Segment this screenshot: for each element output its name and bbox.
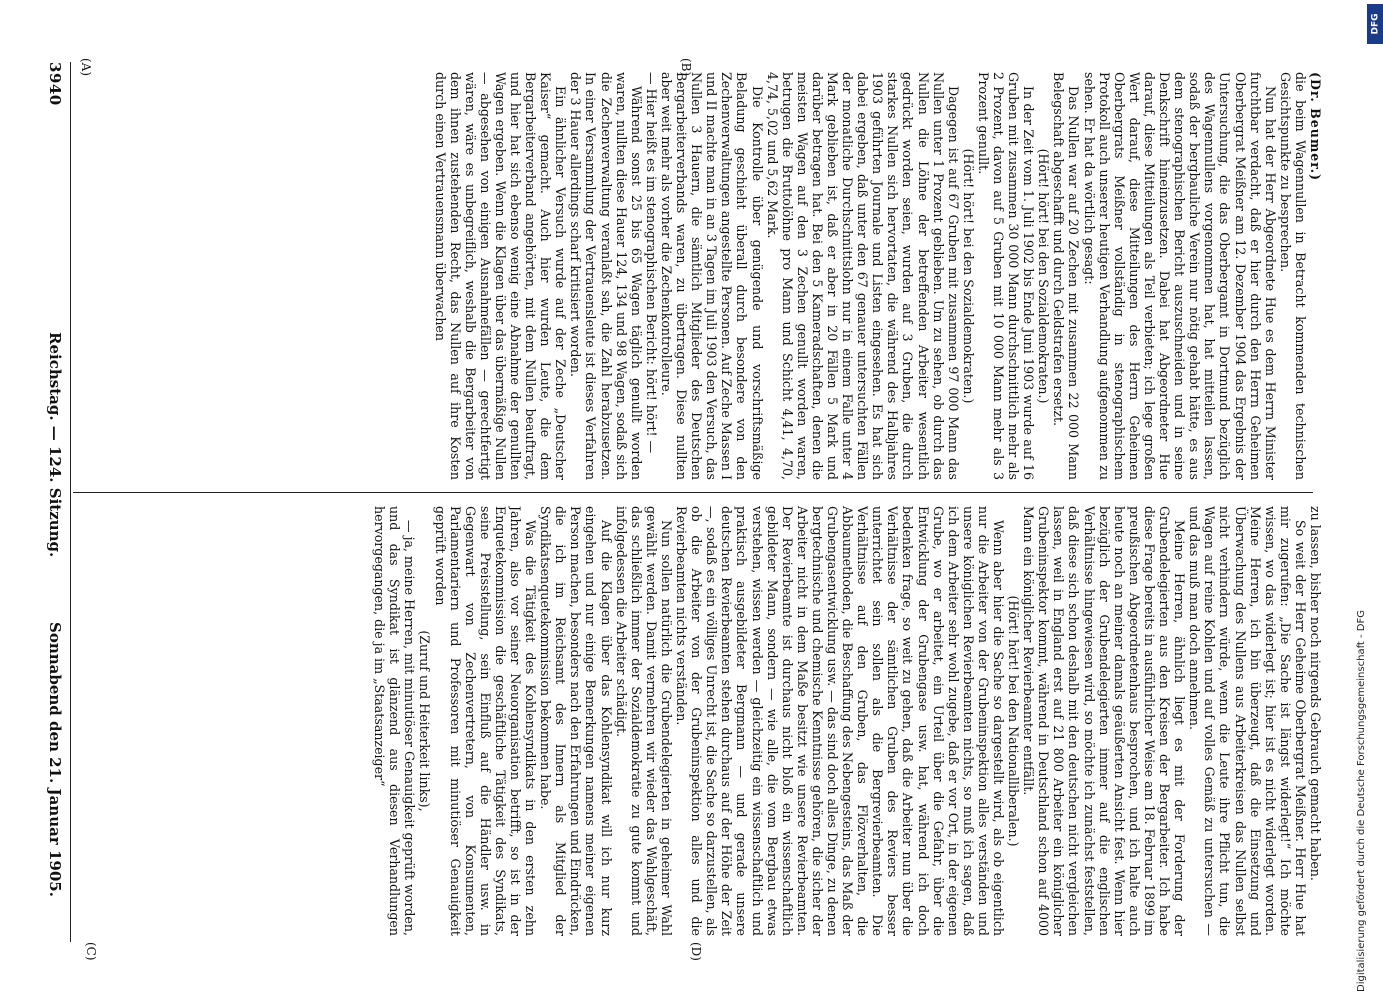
session-date: Sonnabend den 21. Januar 1905. [46,622,64,897]
left-interjection: — Hier heißt es im stenographischen Bericht: hört! hört! — [643,72,659,454]
right-paragraph: Wenn aber hier die Sache so dargestellt wird, als ob eigentlich nur die Arbeiter von der Grubeninspektion alles verständen und unsere königlichen Revierbeamten nichts, so muß ich sagen, daß ich dem Arbeiter sehr wohl zugebe, daß er vor Ort, in der eigenen Grube, wo er arbeitet, ein Urteil über die Gefahr, über die Entwicklung der Grubengase usw. hat, während ich doch bedenken frage, so weit zu gehen, daß die Arbeiter nun über die Verhältnisse der sämtlichen Gruben des Reviers besser unterrichtet sein sollen als die Bergrevierbeamten. Die Verhältnisse auf den Gruben, das Flözverhalten, die Abbaumethoden, die Beschaffung des Nebengesteins, das Maß der Grubengasentwicklung usw. — das sind doch alles Dinge, zu denen bergtechnische und chemische Kenntnisse gehören, die sicher der Arbeiter nicht in dem Maße besitzt wie unsere Revierbeamten. Der Revierbeamte ist durchaus nicht bloß ein wissenschaftlich gebildeter Mann, sondern — wie alle, die vom Bergbau etwas verstehen, wissen werden — gleichzeitig ein wissenschaftlich und praktisch ausgebildeter Bergmann — und gerade unsere deutschen Revierbeamten stehen durchaus auf der Höhe der Zeit —, sodaß es ein völliges Unrecht ist, die Sache so darzustellen, als ob die Arbeiter von der Grubeninspektion alles und die Revierbeamten nichts verständen. [674,506,1007,936]
right-interjection: (Hört! hört! bei den Nationalliberalen.) [1006,595,1022,847]
left-paragraph: Ein ähnlicher Versuch wurde auf der Zeche „Deutscher Kaiser“ gemacht. Auch hier wurden Leute, die dem Bergarbeiterverband angehörten, mit dem Nullen beauftragt, und hier hat sich ebenso wenig eine Abnahme der genullten Wagen ergeben. Wenn die Klagen über das übermäßige Nullen — abgesehen von einigen Ausnahmefällen — gerechtfertigt wären, wäre es unbegreiflich, weshalb die Bergarbeiter von dem ihnen zustehenden Recht, das Nullen auf ihre Kosten durch einen Vertrauensmann überwachen [432,72,569,480]
running-header [42,62,66,942]
left-paragraph: Nun hat der Herr Abgeordnete Hue es dem Herrn Minister furchtbar verdacht, daß er hier durch den Herrn Geheimen Oberbergrat Meißner am 12. Dezember 1904 das Ergebnis der Untersuchung, die das Oberbergamt in Dortmund bezüglich des Wagennullens vorgenommen hat, hat mitteilen lassen, sodaß der bergbauliche Verein nur nötig gehabt hätte, es aus dem stenographischen Bericht auszuschneiden und in seine Denkschrift hineinzusetzen. Dabei hat Abgeordneter Hue darauf, diese Mitteilungen als Teil verbieten; ich lege großen Wert darauf, diese Mitteilungen des Herrn Geheimen Oberbergrats Meißner vollständig in stenographischem Protokoll auch unserer heutigen Verhandlung aufgenommen zu sehen. Er hat da wörtlich gesagt: [1081,72,1278,480]
section-marker-a: (A) [79,58,93,77]
right-paragraph: zu lassen, bisher noch nirgends Gebrauch gemacht haben. [1308,506,1323,881]
right-paragraph: Meine Herren, ähnlich liegt es mit der Forderung der Grubendelegierten aus den Kreisen der Bergarbeiter. Ich habe diese Frage bereits in ausführlicher Weise am 18. Februar 1899 im preußischen Abgeordnetenhaus besprochen, und ich halte auch heute noch an meiner damals geäußerten Ansicht fest. Wenn hier bezüglich der Grubendelegierten immer auf die englischen Verhältnisse hingewiesen wird, so möchte ich zunächst feststellen, daß diese sich schon deshalb mit den deutschen nicht vergleichen lassen, weil in England erst auf 21 800 Arbeiter ein königlicher Grubeninspektor kommt, während in Deutschland schon auf 4000 Mann ein königlicher Revierbeamter entfällt. [1021,506,1188,936]
left-paragraph: Während sonst 25 bis 65 Wagen täglich genullt worden waren, nullten diese Hauer 124, 134 und 98 Wagen, sodaß sich die Zechenverwaltung veranlaßt sah, die Zahl herabzusetzen. In einer Versammlung der Vertrauensleute ist dieses Verfahren der 3 Hauer allerdings scharf kritisiert worden. [568,72,644,480]
dfg-logo: DFG [1367,4,1383,44]
section-marker-b: (B) [679,58,693,77]
speaker-tag: (Dr. Beumer.) [1308,72,1323,182]
left-column [78,72,1323,480]
digitization-watermark: Digitalisierung gefördert durch die Deutsche Forschungsgemeinschaft - DFG [1356,609,1367,992]
left-interjection: (Hört! hört! bei den Sozialdemokraten.) [960,148,976,404]
section-marker-d: (D) [689,942,703,961]
left-paragraph: Die Kontrolle über genügende und vorschriftsmäßige Beladung geschieht überall durch besondere von den Zechenverwaltungen angestellte Personen. Auf Zeche Massen I und II machte man in an 3 Tagen im Juli 1903 den Versuch, das Nullen 3 Hauern, die sämtlich Mitglieder des Deutschen Bergarbeiterverbands waren, zu übertragen. Diese nullten aber weit mehr als vorher die Zechenkontrolleure. [658,72,765,480]
page-number: 3940 [46,62,64,106]
right-paragraph: Nun sollen natürlich die Grubendelegierten in geheimer Wahl gewählt werden. Damit vermehren wir wieder das Wahlgeschäft, das schließlich immer der Sozialdemokratie zu gute kommt und infolgedessen die Arbeiter schädigt. [613,506,674,936]
left-paragraph: Dagegen ist auf 67 Gruben mit zusammen 97 000 Mann das Nullen unter 1 Prozent geblieben. Um zu sehen, ob durch das Nullen die Löhne der betreffenden Arbeiter wesentlich gedrückt worden seien, wurden auf 3 Gruben, die durch starkes Nullen sich hervortaten, die während des Halbjahres 1903 geführten Journale und Listen eingesehen. Es hat sich dabei ergeben, daß unter den 67 genauer untersuchten Fällen der monatliche Durchschnittslohn nur in einem Falle unter 4 Mark geblieben ist, daß er aber in 20 Fällen 5 Mark und darüber betragen hat. Bei den 5 Kameradschaften, denen die meisten Wagen auf den 3 Zechen genullt worden waren, betrugen die Bruttolöhne pro Mann und Schicht 4,41, 4,70, 4,74, 5,02 und 5,62 Mark. [764,72,961,480]
right-paragraph: Was die Tätigkeit des Kohlensyndikats in den ersten zehn Jahren, also vor seiner Neuorganisation betrifft, so ist in der Enquetekommission die geschäftliche Tätigkeit des Syndikats, seine Preisstellung, sein Einfluß auf die Händler usw. in Gegenwart von Zechenvertretern, von Konsumenten, Parlamentariern und Professoren mit minutiöser Genauigkeit geprüft worden [432,506,539,936]
right-column [78,506,1323,936]
section-marker-c: (C) [84,942,98,961]
right-interjection: (Zuruf und Heiterkeit links), [417,630,433,812]
left-paragraph: Das Nullen war auf 20 Zechen mit zusammen 22 000 Mann Belegschaft abgeschafft und durch Geldstrafen ersetzt. [1051,72,1082,480]
session-title: Reichstag. — 124. Sitzung. [46,332,64,558]
right-paragraph: Auf die Klagen über das Kohlensyndikat will ich nur kurz eingehen und nur einige Bemerkungen namens meiner eigenen Person machen, besonders nach den Erfahrungen und Eindrücken, die ich im Reichsamt des Innern als Mitglied der Syndikatsenquetekommission bekommen habe. [538,506,614,936]
right-paragraph: So weit der Herr Geheime Oberbergrat Meißner. Herr Hue hat mir zugerufen: „Die Sache ist längst widerlegt!“ Ich möchte wissen, wo das widerlegt ist; hier ist es nicht widerlegt worden. Meine Herren, ich bin überzeugt, daß die Einsetzung und Überwachung des Nullens aus Arbeiterkreisen das Nullen selbst nicht verhindern würde, wenn die Leute ihre Pflicht tun, die Wagen auf reine Kohlen und auf volles Gemäß zu untersuchen — und das muß man doch annehmen. [1187,506,1308,936]
left-interjection: (Hört! hört! bei den Sozialdemokraten.) [1036,148,1052,404]
left-paragraph: In der Zeit vom 1. Juli 1902 bis Ende Juni 1903 wurde auf 16 Gruben mit zusammen 30 000 Mann durchschnittlich mehr als 2 Prozent, davon auf 5 Gruben mit 10 000 Mann mehr als 3 Prozent genullt. [975,72,1037,480]
column-divider [73,492,1313,493]
header-rule [70,62,71,942]
right-paragraph: — ja, meine Herren, mit minutiöser Genauigkeit geprüft worden, und das Syndikat ist glänzend aus diesen Verhandlungen hervorgegangen, die ja im „Staatsanzeiger“ [372,506,418,936]
left-paragraph: die beim Wagennullen in Betracht kommenden technischen Gesichtspunkte zu besprechen. [1277,72,1308,480]
